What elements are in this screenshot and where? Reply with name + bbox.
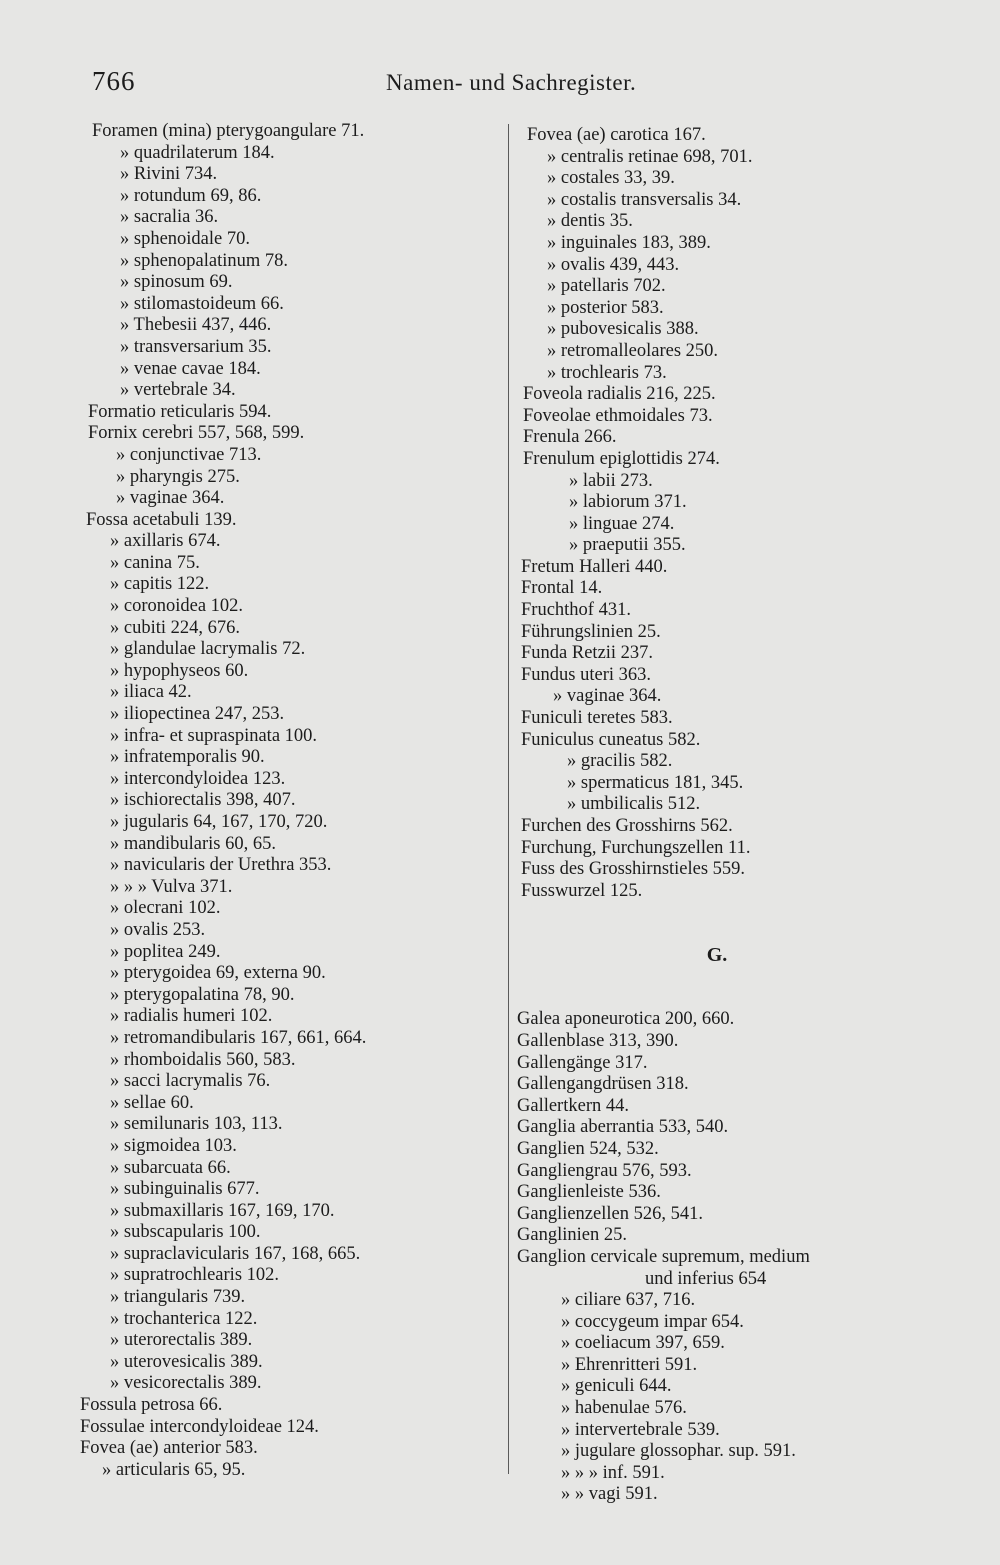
index-entry-text: Fruchthof 431. [521,600,631,621]
index-entry [517,622,957,644]
index-entry [80,1438,500,1460]
index-entry-text: » sigmoidea 103. [110,1135,237,1156]
index-entry [80,1309,500,1331]
index-entry [80,920,500,942]
running-title: Namen- und Sachregister. [386,70,637,95]
index-entry-text: » axillaris 674. [110,531,221,552]
index-entry-text: » jugularis 64, 167, 170, 720. [110,812,328,832]
index-entry [517,1398,957,1420]
index-entry-text: Funiculus cuneatus 582. [521,729,701,750]
index-entry-text: » ischiorectalis 398, 407. [110,790,296,811]
index-entry-text: Foveolae ethmoidales 73. [523,405,713,426]
index-entry [517,406,957,428]
index-entry-text: » spinosum 69. [120,272,233,293]
index-entry [517,1182,957,1204]
index-entry-text: Formatio reticularis 594. [88,401,272,422]
index-entry-text: Ganglion cervicale supremum, medium [517,1246,810,1267]
index-entry-text: Fuss des Grosshirnstieles 559. [521,859,746,880]
index-entry [80,1395,500,1417]
index-entry [517,1161,957,1183]
index-entry-text: » transversarium 35. [120,336,272,357]
index-entry-text: Fovea (ae) anterior 583. [80,1438,258,1459]
index-entry [517,643,957,665]
index-entry [517,535,957,557]
index-entry-text: » centralis retinae 698, 701. [547,146,753,167]
index-entry [517,1096,957,1118]
index-entry [80,359,500,381]
index-entry-text: » intervertebrale 539. [561,1419,720,1440]
index-entry-text: » trochanterica 122. [110,1308,258,1329]
index-entry-text: » linguae 274. [569,513,675,534]
index-entry-text: » infratemporalis 90. [110,747,265,768]
index-entry-text: » vertebrale 34. [120,380,236,401]
index-entry-text: » infra- et supraspinata 100. [110,725,318,746]
index-entry-text: Frontal 14. [521,578,603,599]
index-entry [517,859,957,881]
right-index-column [517,125,957,1506]
index-entry [517,471,957,493]
index-entry-text: » labiorum 371. [569,492,687,513]
index-entry-text: » pharyngis 275. [116,466,240,487]
index-entry [517,1463,957,1485]
index-entry [80,402,500,424]
index-entry-text: » sacci lacrymalis 76. [110,1071,271,1092]
index-entry-text: Foveola radialis 216, 225. [523,384,716,405]
index-entry [517,1290,957,1312]
index-entry [517,1247,957,1269]
index-entry-text: » vesicorectalis 389. [110,1373,262,1394]
index-entry [517,1009,957,1031]
index-entry-text: Furchung, Furchungszellen 11. [521,837,751,858]
index-entry [517,363,957,385]
index-entry-text: » ovalis 439, 443. [547,254,680,275]
index-entry-text: » Rivini 734. [120,164,218,185]
index-entry-text: » subscapularis 100. [110,1222,261,1243]
index-entry-text: » canina 75. [110,552,200,573]
index-entry-text: » conjunctivae 713. [116,444,262,465]
index-entry-text: » umbilicalis 512. [567,794,701,815]
index-entry [80,1071,500,1093]
index-entry [517,557,957,579]
index-entry-text: » coeliacum 397, 659. [561,1333,725,1354]
index-entry [80,1114,500,1136]
index-entry [80,380,500,402]
index-entry-text: » sphenopalatinum 78. [120,250,289,271]
index-entry [517,1441,957,1463]
index-entry-text: » pterygopalatina 78, 90. [110,984,295,1005]
index-entry-text: » habenulae 576. [561,1398,687,1419]
index-entry-text: » venae cavae 184. [120,358,261,379]
index-entry-text: » coronoidea 102. [110,596,244,617]
index-entry-text: » Ehrenritteri 591. [561,1354,698,1375]
index-entry-text: » retromalleolares 250. [547,340,719,361]
index-entry [517,881,957,903]
index-entry [517,514,957,536]
index-entry-text: » labii 273. [569,470,653,491]
index-entry [517,1420,957,1442]
index-entry [517,449,957,471]
index-entry [517,751,957,773]
index-entry-text: » semilunaris 103, 113. [110,1114,283,1135]
index-entry-text: » pubovesicalis 388. [547,319,699,340]
index-entry [80,315,500,337]
index-entry [517,773,957,795]
index-entry-text: Fossula petrosa 66. [80,1395,223,1416]
index-entry [80,1179,500,1201]
index-entry-text: » spermaticus 181, 345. [567,772,744,793]
index-entry [517,1117,957,1139]
index-entry [517,168,957,190]
index-entry [517,427,957,449]
index-entry-text: Ganglien 524, 532. [517,1138,659,1159]
index-entry [80,1330,500,1352]
index-entry [80,942,500,964]
index-entry [80,747,500,769]
index-entry-text: » subarcuata 66. [110,1157,231,1178]
index-entry [80,272,500,294]
index-entry [80,294,500,316]
index-entry [517,665,957,687]
index-entry-text: » dentis 35. [547,211,633,232]
index-entry-text: » ciliare 637, 716. [561,1290,696,1311]
index-entry [80,877,500,899]
index-entry-text: » inguinales 183, 389. [547,232,711,253]
index-entry [517,730,957,752]
index-entry-text: » uterovesicalis 389. [110,1351,263,1372]
index-entry-text: Gallengänge 317. [517,1052,648,1073]
index-entry [80,1373,500,1395]
index-entry-text: Ganglienleiste 536. [517,1182,661,1203]
index-entry [80,445,500,467]
index-entry-text: » intercondyloidea 123. [110,768,286,789]
index-entry [80,510,500,532]
index-entry-text: » articularis 65, 95. [102,1459,246,1480]
index-entry-text: » sacralia 36. [120,207,219,228]
index-entry-text: » olecrani 102. [110,898,221,919]
section-letter-heading: G. [706,944,728,967]
index-entry-text: Frenula 266. [523,427,617,448]
index-entry-text: » mandibularis 60, 65. [110,833,276,854]
index-entry [517,1053,957,1075]
index-entry [517,1269,957,1291]
index-entry [517,298,957,320]
index-entry-text: » cubiti 224, 676. [110,617,241,638]
index-entry [517,686,957,708]
index-entry [517,1333,957,1355]
index-entry [517,1312,957,1334]
index-entry [80,1460,500,1482]
index-entry [80,1352,500,1374]
index-entry-text: » praeputii 355. [569,535,686,556]
index-entry-text: » vaginae 364. [553,686,662,707]
index-entry [517,384,957,406]
index-entry-text: » uterorectalis 389. [110,1330,253,1351]
index-entry-text: » » vagi 591. [561,1484,658,1505]
page-number: 766 [92,66,136,96]
index-entry-text: » patellaris 702. [547,276,666,297]
index-entry [80,207,500,229]
index-entry-text: » supraclavicularis 167, 168, 665. [110,1243,361,1264]
index-entry [517,276,957,298]
index-entry [80,898,500,920]
index-entry [80,1006,500,1028]
index-entry [80,661,500,683]
index-entry-text: » subinguinalis 677. [110,1179,260,1200]
index-entry-text: » coccygeum impar 654. [561,1311,744,1332]
index-entry-text: » supratrochlearis 102. [110,1265,280,1286]
index-entry-text: Ganglia aberrantia 533, 540. [517,1117,729,1138]
index-entry-text: Gangliengrau 576, 593. [517,1160,692,1181]
index-entry-text: » retromandibularis 167, 661, 664. [110,1027,367,1048]
index-entry-text: » stilomastoideum 66. [120,293,284,314]
index-entry-text: und inferius 654 [645,1268,767,1289]
index-entry-text: » poplitea 249. [110,941,221,962]
index-entry [517,708,957,730]
index-entry-text: » ovalis 253. [110,919,206,940]
index-entry [517,125,957,147]
index-entry-text: » rotundum 69, 86. [120,185,262,206]
index-entry [517,838,957,860]
index-entry-text: » submaxillaris 167, 169, 170. [110,1200,335,1221]
index-entry [80,1287,500,1309]
index-entry-text: » sellae 60. [110,1092,194,1113]
index-entry-text: Fundus uteri 363. [521,664,652,685]
index-entry-text: » » » inf. 591. [561,1462,665,1483]
index-entry [80,251,500,273]
index-entry-text: » vaginae 364. [116,488,225,509]
index-entry [80,855,500,877]
index-entry [517,578,957,600]
index-entry-text: » iliopectinea 247, 253. [110,704,285,725]
index-entry-text: Gallertkern 44. [517,1095,629,1116]
index-entry-text: Fornix cerebri 557, 568, 599. [88,423,305,444]
index-entry [517,1139,957,1161]
index-entry [80,1222,500,1244]
index-entry-text: » navicularis der Urethra 353. [110,855,332,876]
index-entry [80,574,500,596]
index-entry [80,488,500,510]
index-entry [80,682,500,704]
left-index-column [80,121,500,1481]
index-entry [80,963,500,985]
index-entry [80,1201,500,1223]
index-entry [80,639,500,661]
index-entry [517,1355,957,1377]
index-entry-text: » trochlearis 73. [547,362,667,383]
index-entry [80,1244,500,1266]
index-entry [517,1031,957,1053]
index-entry-text: » iliaca 42. [110,682,192,703]
index-entry-text: Funiculi teretes 583. [521,708,673,729]
index-entry-text: Ganglienzellen 526, 541. [517,1203,703,1224]
index-entry-text: Frenulum epiglottidis 274. [523,448,720,469]
index-entry-text: » glandulae lacrymalis 72. [110,639,306,660]
index-entry [80,1028,500,1050]
index-entry [80,143,500,165]
index-entry [80,1050,500,1072]
index-entry [80,1417,500,1439]
index-entry [517,1484,957,1506]
index-entry [517,1074,957,1096]
index-entry-text: Furchen des Grosshirns 562. [521,816,733,836]
index-entry [80,812,500,834]
index-entry [517,1204,957,1226]
column-divider [508,124,509,1474]
index-entry [517,319,957,341]
index-entry-text: » gracilis 582. [567,751,673,772]
index-entry-text: Fovea (ae) carotica 167. [527,125,706,145]
index-entry-text: » posterior 583. [547,297,664,318]
index-entry-text: » sphenoidale 70. [120,228,250,249]
index-entry-text: Fusswurzel 125. [521,880,643,901]
index-entry-text: » geniculi 644. [561,1376,672,1397]
index-entry-text: » costalis transversalis 34. [547,189,742,210]
index-entry-text: » costales 33, 39. [547,168,675,189]
index-entry-text: » jugulare glossophar. sup. 591. [561,1441,796,1462]
index-entry [517,211,957,233]
index-entry [517,600,957,622]
index-entry-text: Führungslinien 25. [521,621,661,642]
index-entry [80,531,500,553]
index-entry-text: Ganglinien 25. [517,1225,627,1246]
index-entry [80,1265,500,1287]
index-entry [80,164,500,186]
index-entry [80,229,500,251]
index-entry-text: » hypophyseos 60. [110,660,249,681]
index-entry-text: » pterygoidea 69, externa 90. [110,963,326,984]
index-entry-text: Gallenblase 313, 390. [517,1030,679,1051]
index-entry [517,233,957,255]
index-entry [80,834,500,856]
index-entry [80,1158,500,1180]
index-entry-text: » Thebesii 437, 446. [120,315,272,336]
index-entry-text: Fossa acetabuli 139. [86,509,237,530]
index-entry [80,618,500,640]
index-entry [80,553,500,575]
index-entry-text: Foramen (mina) pterygoangulare 71. [92,121,365,141]
index-entry-text: » quadrilaterum 184. [120,142,275,163]
index-entry [517,1376,957,1398]
index-entry [80,790,500,812]
index-entry [80,704,500,726]
index-entry [80,1093,500,1115]
index-entry [517,816,957,838]
index-entry-text: Fossulae intercondyloideae 124. [80,1416,319,1437]
index-entry [80,985,500,1007]
index-entry [80,596,500,618]
index-entry [517,492,957,514]
index-entry [517,190,957,212]
index-entry-text: » capitis 122. [110,574,210,595]
index-entry-text: Funda Retzii 237. [521,643,654,664]
index-entry [517,341,957,363]
index-entry [517,794,957,816]
index-entry-text: Fretum Halleri 440. [521,556,668,577]
index-entry-text: » radialis humeri 102. [110,1006,273,1027]
index-entry-text: » rhomboidalis 560, 583. [110,1049,296,1070]
index-entry [80,121,500,143]
index-entry-text: Gallengangdrüsen 318. [517,1074,689,1095]
index-entry-text: Galea aponeurotica 200, 660. [517,1009,735,1030]
index-entry [517,255,957,277]
index-entry [80,769,500,791]
index-entry [80,726,500,748]
index-entry [80,337,500,359]
index-entry [80,186,500,208]
index-entry [517,147,957,169]
index-entry [80,1136,500,1158]
index-entry [80,423,500,445]
index-entry-text: » » » Vulva 371. [110,876,233,897]
index-entry [517,1225,957,1247]
index-entry [80,467,500,489]
index-entry-text: » triangularis 739. [110,1287,246,1308]
